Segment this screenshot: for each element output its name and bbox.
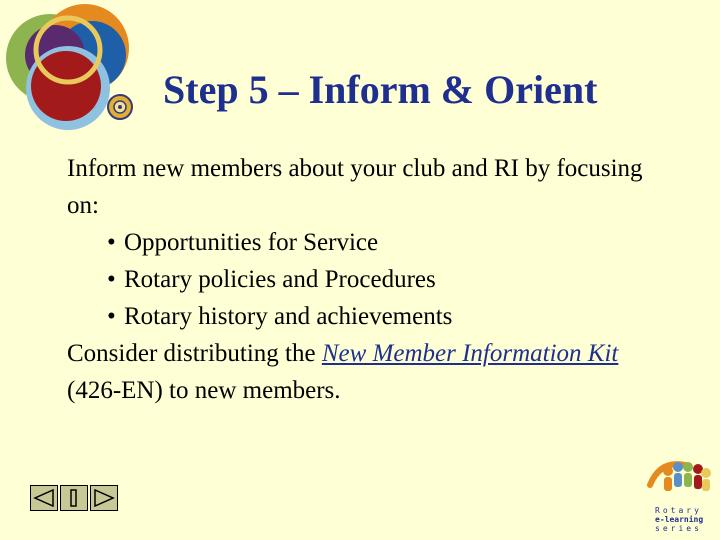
next-slide-button[interactable] (90, 485, 118, 511)
pause-bar-icon (69, 489, 79, 507)
previous-slide-button[interactable] (30, 485, 58, 511)
new-member-kit-link[interactable]: New Member Information Kit (321, 340, 619, 367)
bullet-item: • Rotary history and achievements (107, 298, 667, 335)
bullet-list (67, 224, 667, 335)
bullet-item: • Opportunities for Service (107, 224, 667, 261)
slide-body (67, 150, 667, 409)
bullet-dot-icon: • (107, 303, 116, 330)
elearning-series-label: Rotary e-learning series (655, 506, 704, 533)
rotary-circles-logo (0, 0, 140, 130)
bullet-dot-icon: • (107, 229, 116, 256)
slide-navigation (30, 485, 118, 511)
intro-text: Inform new members about your club and RI by focusing on: (67, 155, 643, 219)
closing-text: Consider distributing the New Member Information Kit (426-EN) to new members. (67, 340, 619, 404)
bullet-dot-icon: • (107, 266, 116, 293)
back-triangle-icon (33, 489, 55, 507)
pause-button[interactable] (60, 485, 88, 511)
rotary-wheel-icon (108, 95, 132, 119)
forward-triangle-icon (93, 489, 115, 507)
slide-title: Step 5 – Inform & Orient (163, 67, 598, 112)
bullet-item: • Rotary policies and Procedures (107, 261, 667, 298)
